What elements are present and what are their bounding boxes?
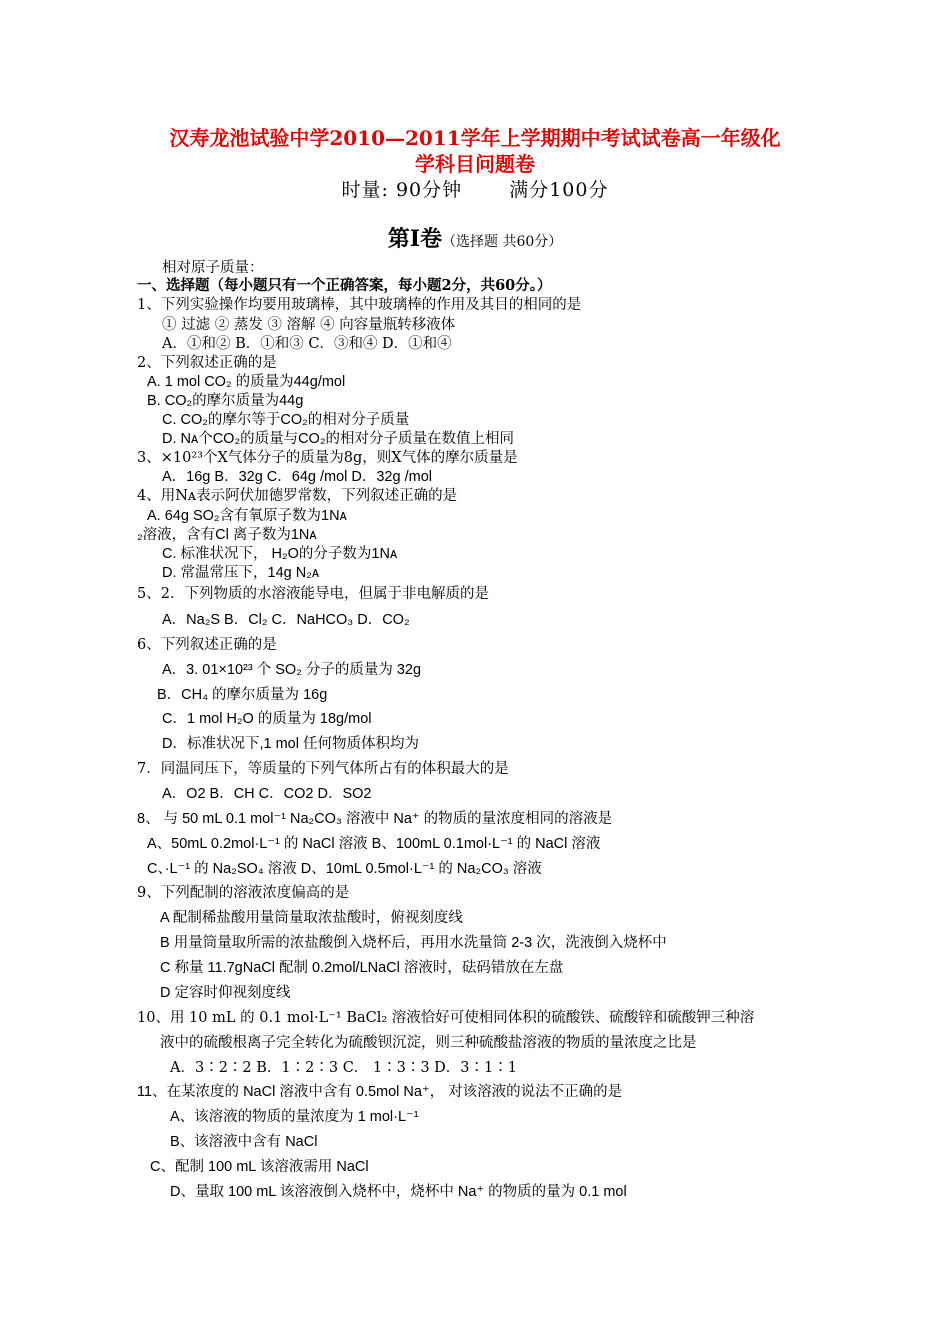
question-6-option-d: D．标准状况下,1 mol 任何物质体积均为 [162, 736, 419, 752]
exam-time-score: 时量: 90分钟 满分100分 [341, 179, 609, 201]
part1-instructions: 一、选择题（每小题只有一个正确答案，每小题2分，共60分。） [137, 277, 552, 294]
question-4-option-a: A. 64g SO₂含有氧原子数为1Nᴀ [147, 508, 347, 524]
question-6-option-a: A．3. 01×10²³ 个 SO₂ 分子的质量为 32g [162, 662, 422, 678]
question-10-options: A．3∶2∶2 B．1∶2∶3 C． 1∶3∶3 D．3∶1∶1 [170, 1060, 517, 1076]
question-6: 6、下列叙述正确的是 [137, 637, 277, 653]
question-11-option-b: B、该溶液中含有 NaCl [170, 1134, 318, 1150]
exam-title-line1: 汉寿龙池试验中学2010—2011学年上学期期中考试试卷高一年级化 [169, 126, 781, 150]
question-9-option-c: C 称量 11.7gNaCl 配制 0.2mol/LNaCl 溶液时，砝码错放在左盘 [160, 960, 564, 976]
question-3: 3、×10²³个X气体分子的质量为8g，则X气体的摩尔质量是 [137, 450, 518, 466]
section-note: （选择题 共60分） [442, 234, 563, 250]
question-1-options: A．①和② B．①和③ C．③和④ D．①和④ [162, 336, 452, 352]
question-11: 11、在某浓度的 NaCl 溶液中含有 0.5mol Na⁺， 对该溶液的说法不正确的是 [137, 1084, 623, 1100]
question-2-option-c: C. CO₂的摩尔等于CO₂的相对分子质量 [162, 412, 410, 428]
question-5-options: A．Na₂S B．Cl₂ C．NaHCO₃ D．CO₂ [162, 612, 410, 628]
question-2-option-d: D. Nᴀ个CO₂的质量与CO₂的相对分子质量在数值上相同 [162, 431, 514, 447]
question-4: 4、用Nᴀ表示阿伏加德罗常数，下列叙述正确的是 [137, 488, 458, 504]
question-3-options: A．16g B．32g C．64g /mol D．32g /mol [162, 469, 432, 485]
question-4-option-d: D. 常温常压下，14g N₂ᴀ [162, 565, 320, 581]
question-7-options: A．O2 B．CH C．CO2 D．SO2 [162, 786, 372, 802]
question-8: 8、 与 50 mL 0.1 mol⁻¹ Na₂CO₃ 溶液中 Na⁺ 的物质的量浓度相同的溶液是 [137, 811, 613, 827]
question-9-option-a: A 配制稀盐酸用量筒量取浓盐酸时，俯视刻度线 [160, 910, 463, 926]
question-9: 9、下列配制的溶液浓度偏高的是 [137, 885, 350, 901]
question-10: 10、用 10 mL 的 0.1 mol·L⁻¹ BaCl₂ 溶液恰好可使相同体积的硫酸铁、硫酸锌和硫酸钾三种溶 [137, 1010, 755, 1026]
question-7: 7．同温同压下，等质量的下列气体所占有的体积最大的是 [137, 761, 509, 777]
question-5: 5、2．下列物质的水溶液能导电，但属于非电解质的是 [137, 586, 489, 602]
question-2-option-a: A. 1 mol CO₂ 的质量为44g/mol [147, 374, 346, 390]
question-1-items: ① 过滤 ② 蒸发 ③ 溶解 ④ 向容量瓶转移液体 [162, 317, 456, 333]
section-title: 第Ⅰ卷 [387, 226, 443, 252]
section-heading [120, 222, 830, 253]
question-2-option-b: B. CO₂的摩尔质量为44g [147, 393, 304, 409]
question-6-option-b: B．CH₄ 的摩尔质量为 16g [157, 687, 328, 703]
question-6-option-c: C．1 mol H₂O 的质量为 18g/mol [162, 711, 372, 727]
question-8-options-ab: A、50mL 0.2mol·L⁻¹ 的 NaCl 溶液 B、100mL 0.1mol·L⁻¹ 的 NaCl 溶液 [147, 836, 601, 852]
question-11-option-c: C、配制 100 mL 该溶液需用 NaCl [150, 1159, 369, 1175]
question-9-option-b: B 用量筒量取所需的浓盐酸倒入烧杯后，再用水洗量筒 2-3 次，洗液倒入烧杯中 [160, 935, 667, 951]
question-8-options-cd: C、·L⁻¹ 的 Na₂SO₄ 溶液 D、10mL 0.5mol·L⁻¹ 的 Na₂CO₃ 溶液 [147, 861, 542, 877]
question-4-option-b: ₂溶液，含有Cl 离子数为1Nᴀ [137, 527, 317, 543]
question-1: 1、下列实验操作均要用玻璃棒，其中玻璃棒的作用及其目的相同的是 [137, 297, 582, 313]
question-10-continued: 液中的硫酸根离子完全转化为硫酸钡沉淀，则三种硫酸盐溶液的物质的量浓度之比是 [160, 1035, 697, 1051]
atomic-mass-label: 相对原子质量： [162, 260, 264, 276]
exam-title-line2: 学科目问题卷 [415, 152, 535, 176]
question-11-option-a: A、该溶液的物质的量浓度为 1 mol·L⁻¹ [170, 1109, 419, 1125]
question-9-option-d: D 定容时仰视刻度线 [160, 985, 291, 1001]
question-4-option-c: C. 标准状况下， H₂O的分子数为1Nᴀ [162, 546, 398, 562]
question-2: 2、下列叙述正确的是 [137, 355, 277, 371]
question-11-option-d: D、量取 100 mL 该溶液倒入烧杯中，烧杯中 Na⁺ 的物质的量为 0.1 mol [170, 1184, 627, 1200]
